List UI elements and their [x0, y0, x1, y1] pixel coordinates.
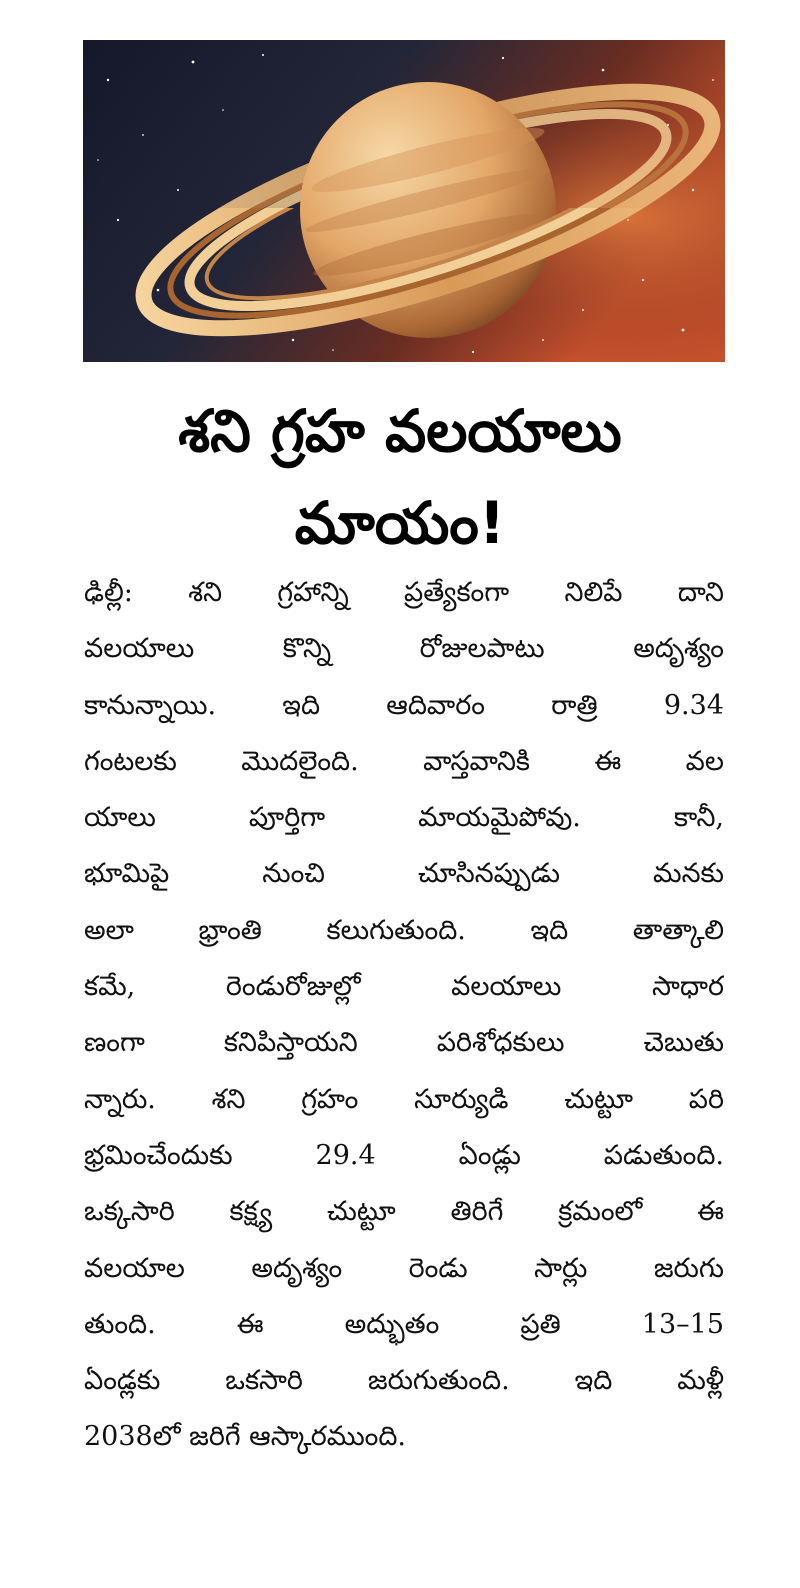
headline-line: శని గ్రహ వలయాలు — [178, 397, 622, 465]
headline — [40, 385, 760, 569]
body-line: వలయాల అదృశ్యం రెండు సార్లు జరుగు — [84, 1252, 724, 1284]
body-line: తుంది. ఈ అద్భుతం ప్రతి 13–15 — [84, 1308, 724, 1340]
body-line: కమే, రెండురోజుల్లో వలయాలు సాధార — [84, 971, 724, 1003]
body-line: ఏండ్లకు ఒకసారి జరుగుతుంది. ఇది మళ్లీ — [84, 1365, 724, 1397]
body-line: భూమిపై నుంచి చూసినప్పుడు మనకు — [84, 858, 724, 890]
body-line: యాలు పూర్తిగా మాయమైపోవు. కానీ, — [84, 802, 724, 834]
body-line: కానున్నాయి. ఇది ఆదివారం రాత్రి 9.34 — [84, 689, 724, 721]
body-line: న్నారు. శని గ్రహం సూర్యుడి చుట్టూ పరి — [84, 1083, 724, 1115]
body-line: భ్రమించేందుకు 29.4 ఏండ్లు పడుతుంది. — [84, 1139, 724, 1171]
saturn-photo — [83, 40, 725, 362]
body-line: ణంగా కనిపిస్తాయని పరిశోధకులు చెబుతు — [84, 1027, 724, 1059]
body-line: ఒక్కసారి కక్ష్య చుట్టూ తిరిగే క్రమంలో ఈ — [84, 1196, 724, 1228]
body-line: అలా భ్రాంతి కలుగుతుంది. ఇది తాత్కాలి — [84, 914, 724, 946]
body-line: గంటలకు మొదలైంది. వాస్తవానికి ఈ వల — [84, 745, 724, 777]
body-line: వలయాలు కొన్ని రోజులపాటు అదృశ్యం — [84, 633, 724, 665]
headline-line: మాయం! — [294, 489, 506, 557]
body-line: ఢిల్లీ: శని గ్రహాన్ని ప్రత్యేకంగా నిలిపే దాని — [84, 577, 724, 608]
article-body — [84, 565, 724, 1466]
body-line: 2038లో జరిగే ఆస్కారముంది. — [84, 1421, 406, 1453]
